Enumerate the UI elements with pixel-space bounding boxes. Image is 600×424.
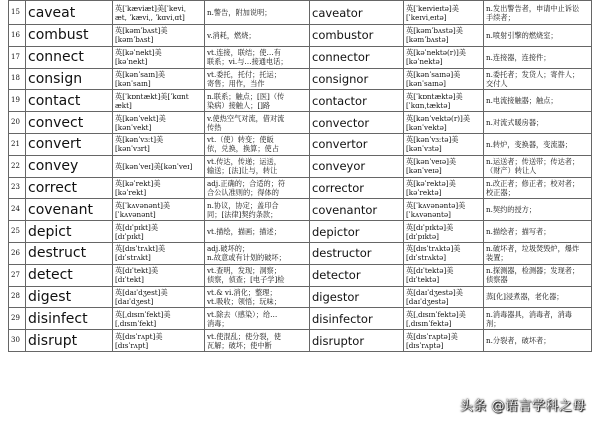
base-meaning — [205, 155, 310, 177]
derived-phonetic — [404, 155, 484, 177]
base-meaning — [205, 286, 310, 308]
watermark: 头条 @语言学科之母 — [459, 399, 586, 414]
row-number: 18 — [9, 68, 26, 90]
derived-word: disruptor — [310, 330, 404, 352]
derived-meaning-line: n.电流接触器；触点； — [486, 96, 558, 106]
derived-phonetic-line: 英[dɪˈtektə]美 — [406, 266, 454, 276]
derived-meaning-line: 剂； — [486, 318, 501, 328]
base-word: disinfect — [26, 308, 113, 330]
base-meaning — [205, 133, 310, 155]
base-meaning-line: adj.正确的；合适的；符 — [207, 178, 286, 188]
derived-meaning-line: n.探测器，检测器；发现者； — [486, 266, 580, 276]
table-row — [9, 177, 592, 199]
derived-meaning-line: n.委托者；发货人；寄件人； — [486, 69, 580, 79]
derived-phonetic — [404, 221, 484, 243]
base-word: convey — [26, 155, 113, 177]
base-meaning-line: vt.连接，联结；使…有 — [207, 48, 281, 58]
derived-word: caveator — [310, 1, 404, 25]
derived-phonetic-line: 英[ˈkʌvənəntə]美 — [406, 200, 466, 210]
base-meaning-line: 输送；[法]让与，转让 — [207, 166, 278, 176]
derived-phonetic-line: [ˌdɪsɪnˈfektə] — [406, 318, 452, 328]
base-meaning-line: vt.吸收；领悟；玩味； — [207, 296, 281, 306]
base-phonetic — [113, 264, 205, 286]
base-phonetic — [113, 242, 205, 264]
base-phonetic — [113, 112, 205, 134]
derived-meaning-line: n.契约的授方； — [486, 205, 537, 215]
base-phonetic — [113, 330, 205, 352]
table-row — [9, 112, 592, 134]
derived-word: contactor — [310, 90, 404, 112]
derived-phonetic-line: 英[kəmˈbʌstə]美 — [406, 26, 463, 36]
derived-meaning-line: n.运送者；传送带；传达者； — [486, 157, 580, 167]
table-row — [9, 286, 592, 308]
derived-phonetic-line: 英[dɪsˈtrʌktə]美 — [406, 244, 461, 254]
base-word: consign — [26, 68, 113, 90]
base-meaning-line: v.使热空气对流，借对流 — [207, 113, 285, 123]
base-phonetic-line: [kənˈvɜrt] — [115, 144, 150, 154]
row-number: 21 — [9, 133, 26, 155]
base-phonetic-line: [dɪˈstrʌkt] — [115, 253, 151, 263]
base-meaning — [205, 112, 310, 134]
derived-meaning-line: n.转炉，变换器，变流器； — [486, 139, 572, 149]
row-number: 25 — [9, 221, 26, 243]
row-number: 17 — [9, 46, 26, 68]
derived-meaning — [484, 177, 592, 199]
derived-phonetic-line: 英[daɪˈdʒestə]美 — [406, 287, 463, 297]
base-phonetic — [113, 286, 205, 308]
row-number: 15 — [9, 1, 26, 25]
base-meaning-line: n.故意或有计划的破坏； — [207, 253, 286, 263]
derived-phonetic-line: 英[kənˈvɜ:tə]美 — [406, 135, 459, 145]
base-meaning-line: 依，兑换，换算；使占 — [207, 144, 279, 154]
table-row — [9, 199, 592, 221]
row-number: 19 — [9, 90, 26, 112]
row-number: 23 — [9, 177, 26, 199]
derived-phonetic-line: 英[ˈkeɪvieɪtə]美 — [406, 3, 459, 13]
base-phonetic-line: 英[kəˈrekt]美 — [115, 178, 161, 188]
base-phonetic-line: 英[ˌdɪsɪnˈfekt]美 — [115, 309, 171, 319]
base-meaning — [205, 308, 310, 330]
derived-meaning — [484, 25, 592, 47]
derived-phonetic — [404, 133, 484, 155]
derived-phonetic-line: [dɪˈstrʌktə] — [406, 253, 447, 263]
derived-meaning-line: 校正器； — [486, 187, 515, 197]
base-phonetic-line: æt, ˈkæviˌ, ˈkɑviˌɑt] — [115, 12, 185, 22]
derived-phonetic-line: [ˈkeɪviˌeɪtə] — [406, 12, 447, 22]
derived-word: digestor — [310, 286, 404, 308]
base-meaning — [205, 25, 310, 47]
base-meaning — [205, 199, 310, 221]
base-meaning-line: n.警告，附加说明； — [207, 8, 272, 17]
derived-word: corrector — [310, 177, 404, 199]
table-row — [9, 242, 592, 264]
derived-phonetic-line: 英[kənˈvektə(r)]美 — [406, 113, 471, 123]
base-meaning-line: 联系；vi.与…接通电话； — [207, 57, 288, 67]
base-word: detect — [26, 264, 113, 286]
derived-meaning-line: 装置； — [486, 253, 508, 263]
derived-meaning-line: n.描绘者；描写者； — [486, 227, 551, 237]
base-word: covenant — [26, 199, 113, 221]
derived-meaning — [484, 221, 592, 243]
derived-phonetic — [404, 46, 484, 68]
derived-word: convector — [310, 112, 404, 134]
base-meaning — [205, 264, 310, 286]
derived-phonetic — [404, 242, 484, 264]
table-row — [9, 90, 592, 112]
derived-phonetic-line: 英[ˈkɒntæktə]美 — [406, 91, 463, 101]
derived-meaning-line: 侦察器 — [486, 275, 508, 285]
base-phonetic — [113, 133, 205, 155]
derived-meaning-line: 蒸[化]浸煮器，老化器； — [486, 292, 564, 302]
derived-phonetic-line: 英[dɪˈpɪktə]美 — [406, 222, 454, 232]
derived-phonetic — [404, 330, 484, 352]
derived-meaning — [484, 330, 592, 352]
base-phonetic-line: 英[kənˈvekt]美 — [115, 113, 166, 123]
base-word: digest — [26, 286, 113, 308]
derived-phonetic — [404, 177, 484, 199]
table-row — [9, 330, 592, 352]
base-phonetic-line: 英[dɪˈpɪkt]美 — [115, 222, 159, 232]
base-meaning-line: vt.& vi.消化；整理； — [207, 287, 277, 297]
base-word: convert — [26, 133, 113, 155]
derived-meaning-line: n.喷射引擎的燃烧室； — [486, 30, 558, 40]
table-row — [9, 221, 592, 243]
derived-phonetic-line: [dɪsˈrʌptə] — [406, 340, 444, 350]
derived-phonetic-line: [ˈkɑnˌtæktə] — [406, 100, 451, 110]
derived-meaning-line: n.分裂者，破坏者； — [486, 336, 551, 346]
base-meaning-line: vt.查明，发现；洞察； — [207, 266, 281, 276]
table-row — [9, 25, 592, 47]
derived-phonetic — [404, 90, 484, 112]
derived-word: depictor — [310, 221, 404, 243]
derived-phonetic-line: [kəˈnektə] — [406, 57, 443, 67]
derived-meaning-line: n.消毒器具，消毒者，消毒 — [486, 309, 572, 319]
base-phonetic-line: ækt] — [115, 100, 132, 110]
row-number: 22 — [9, 155, 26, 177]
base-phonetic-line: [kənˈsaɪn] — [115, 78, 151, 88]
base-word: combust — [26, 25, 113, 47]
base-meaning-line: 消毒； — [207, 318, 229, 328]
derived-meaning-line: n.改正者；修正者；校对者； — [486, 178, 580, 188]
base-phonetic — [113, 199, 205, 221]
derived-phonetic-line: 英[dɪsˈrʌptə]美 — [406, 331, 458, 341]
derived-meaning — [484, 1, 592, 25]
base-phonetic — [113, 155, 205, 177]
base-meaning-line: adj.破坏的； — [207, 244, 250, 254]
derived-meaning-line: n.对流式暖房器； — [486, 118, 544, 128]
derived-meaning-line: 手续者； — [486, 12, 515, 22]
derived-phonetic-line: [dɪˈpɪktə] — [406, 231, 439, 241]
derived-meaning-line: （财产）转让人 — [486, 166, 537, 176]
derived-meaning — [484, 112, 592, 134]
derived-phonetic-line: [kənˈsaɪnə] — [406, 78, 446, 88]
derived-meaning — [484, 308, 592, 330]
derived-word: covenantor — [310, 199, 404, 221]
base-phonetic — [113, 308, 205, 330]
base-meaning-line: vt.委托，托付；托运； — [207, 69, 281, 79]
derived-phonetic — [404, 68, 484, 90]
base-phonetic-line: [kəˈrekt] — [115, 187, 147, 197]
table-row — [9, 68, 592, 90]
base-word: destruct — [26, 242, 113, 264]
base-phonetic — [113, 1, 205, 25]
derived-meaning — [484, 90, 592, 112]
base-phonetic-line: [daɪˈdʒest] — [115, 296, 154, 306]
derived-phonetic — [404, 308, 484, 330]
base-meaning-line: n.协议，协定；盖印合 — [207, 200, 279, 210]
base-meaning-line: 瓦解；破坏；使中断 — [207, 340, 272, 350]
base-phonetic — [113, 46, 205, 68]
base-meaning-line: 染病）接触人；[]路 — [207, 100, 271, 110]
base-phonetic — [113, 68, 205, 90]
base-phonetic — [113, 25, 205, 47]
table-row — [9, 1, 592, 25]
base-meaning — [205, 221, 310, 243]
derived-word: destructor — [310, 242, 404, 264]
derived-phonetic-line: 英[kənˈveɪə]美 — [406, 157, 457, 167]
base-word: correct — [26, 177, 113, 199]
derived-phonetic — [404, 286, 484, 308]
base-meaning-line: vt.除去（感染）；给… — [207, 309, 278, 319]
base-phonetic-line: 英[daɪˈdʒest]美 — [115, 287, 168, 297]
base-phonetic-line: 英[dɪsˈtrʌkt]美 — [115, 244, 166, 254]
base-phonetic — [113, 90, 205, 112]
derived-meaning — [484, 199, 592, 221]
base-phonetic-line: [ˌdɪsɪnˈfekt] — [115, 318, 157, 328]
base-phonetic-line: [dɪˈtekt] — [115, 275, 144, 285]
derived-phonetic — [404, 112, 484, 134]
base-meaning — [205, 1, 310, 25]
base-phonetic-line: 英[dɪsˈrʌpt]美 — [115, 331, 163, 341]
derived-meaning-line: n.连接器，连接件； — [486, 52, 551, 62]
derived-phonetic-line: [kənˈvɜtə] — [406, 144, 442, 154]
derived-word: detector — [310, 264, 404, 286]
row-number: 26 — [9, 242, 26, 264]
derived-meaning — [484, 286, 592, 308]
derived-phonetic-line: [kənˈvektə] — [406, 122, 447, 132]
base-word: depict — [26, 221, 113, 243]
row-number: 28 — [9, 286, 26, 308]
table-row — [9, 133, 592, 155]
base-phonetic-line: 英[kəmˈbʌst]美 — [115, 26, 168, 36]
base-meaning-line: 同；[法律]契约条款； — [207, 209, 278, 219]
derived-phonetic-line: [kəmˈbʌstə] — [406, 35, 449, 45]
base-word: caveat — [26, 1, 113, 25]
derived-word: disinfector — [310, 308, 404, 330]
derived-phonetic-line: [daɪˈdʒestə] — [406, 296, 449, 306]
base-phonetic-line: [kəˈnekt] — [115, 57, 148, 67]
derived-meaning-line: 交付人 — [486, 78, 508, 88]
base-phonetic-line: 英[dɪˈtekt]美 — [115, 266, 159, 276]
base-phonetic — [113, 177, 205, 199]
base-word: disrupt — [26, 330, 113, 352]
row-number: 30 — [9, 330, 26, 352]
base-meaning-line: vt.（使）转变；使皈 — [207, 135, 274, 145]
row-number: 16 — [9, 25, 26, 47]
base-word: convect — [26, 112, 113, 134]
derived-phonetic-line: 英[kənˈsaɪnə]美 — [406, 69, 461, 79]
table-row — [9, 308, 592, 330]
derived-meaning-line: n.破坏者，垃圾焚毁炉，爆炸 — [486, 244, 580, 254]
base-meaning-line: vt.传达，传递；运送， — [207, 157, 281, 167]
vocabulary-table — [8, 0, 592, 352]
base-phonetic-line: [ˈkʌvənənt] — [115, 209, 156, 219]
base-meaning — [205, 90, 310, 112]
table-row — [9, 264, 592, 286]
base-phonetic-line: 英[kənˈveɪ]美[kənˈveɪ] — [115, 161, 193, 171]
base-meaning — [205, 68, 310, 90]
base-phonetic-line: [dɪˈpɪkt] — [115, 231, 144, 241]
base-phonetic-line: [kənˈvekt] — [115, 122, 152, 132]
base-meaning-line: 传热 — [207, 122, 222, 132]
base-meaning — [205, 46, 310, 68]
base-phonetic-line: 英[kənˈsaɪn]美 — [115, 69, 166, 79]
derived-phonetic-line: 英[ˌdɪsɪnˈfektə]美 — [406, 309, 466, 319]
vocabulary-rows — [9, 1, 592, 352]
derived-word: consignor — [310, 68, 404, 90]
derived-phonetic-line: [kənˈveɪə] — [406, 166, 442, 176]
derived-phonetic-line: 英[kəˈrektə]美 — [406, 178, 456, 188]
base-meaning-line: v.消耗，燃烧； — [207, 30, 256, 40]
derived-meaning — [484, 46, 592, 68]
base-meaning — [205, 330, 310, 352]
derived-meaning — [484, 242, 592, 264]
base-meaning-line: n.联系；触点；[医]（传 — [207, 91, 285, 101]
base-phonetic-line: [dɪsˈrʌpt] — [115, 340, 149, 350]
derived-phonetic-line: [dɪˈtektə] — [406, 275, 440, 285]
base-meaning — [205, 242, 310, 264]
base-phonetic-line: 英[kəˈnekt]美 — [115, 48, 162, 58]
row-number: 20 — [9, 112, 26, 134]
derived-meaning — [484, 133, 592, 155]
derived-word: connector — [310, 46, 404, 68]
derived-meaning — [484, 68, 592, 90]
derived-phonetic-line: [kəˈrektə] — [406, 187, 442, 197]
derived-phonetic — [404, 199, 484, 221]
base-phonetic-line: 英[ˈkʌvənənt]美 — [115, 200, 171, 210]
derived-phonetic-line: [ˈkʌvənəntə] — [406, 209, 451, 219]
derived-word: combustor — [310, 25, 404, 47]
base-meaning-line: 寄售；用作，当作 — [207, 78, 265, 88]
base-meaning-line: 合公认准则的；得体的 — [207, 187, 279, 197]
derived-phonetic-line: 英[kəˈnektə(r)]美 — [406, 48, 466, 58]
derived-phonetic — [404, 1, 484, 25]
table-row — [9, 155, 592, 177]
row-number: 29 — [9, 308, 26, 330]
base-word: contact — [26, 90, 113, 112]
table-row — [9, 46, 592, 68]
derived-word: convertor — [310, 133, 404, 155]
derived-meaning — [484, 155, 592, 177]
derived-meaning-line: n.发出警告者，申请中止诉讼 — [486, 3, 580, 13]
base-meaning — [205, 177, 310, 199]
base-phonetic-line: 英[ˈkæviæt]美[ˈkeviˌ — [115, 3, 186, 13]
base-phonetic-line: 英[kənˈvɜ:t]美 — [115, 135, 164, 145]
row-number: 24 — [9, 199, 26, 221]
derived-phonetic — [404, 264, 484, 286]
derived-meaning — [484, 264, 592, 286]
base-phonetic-line: [kəmˈbʌst] — [115, 35, 154, 45]
base-meaning-line: vt.使混乱；使分裂，使 — [207, 331, 281, 341]
base-meaning-line: 侦察，侦查；[电子学]检 — [207, 275, 285, 285]
derived-word: conveyor — [310, 155, 404, 177]
base-phonetic — [113, 221, 205, 243]
base-meaning-line: vt.描绘，描画；描述； — [207, 227, 281, 237]
row-number: 27 — [9, 264, 26, 286]
base-word: connect — [26, 46, 113, 68]
derived-phonetic — [404, 25, 484, 47]
base-phonetic-line: 英[ˈkɒntækt]美[ˈkɑnt — [115, 91, 189, 101]
